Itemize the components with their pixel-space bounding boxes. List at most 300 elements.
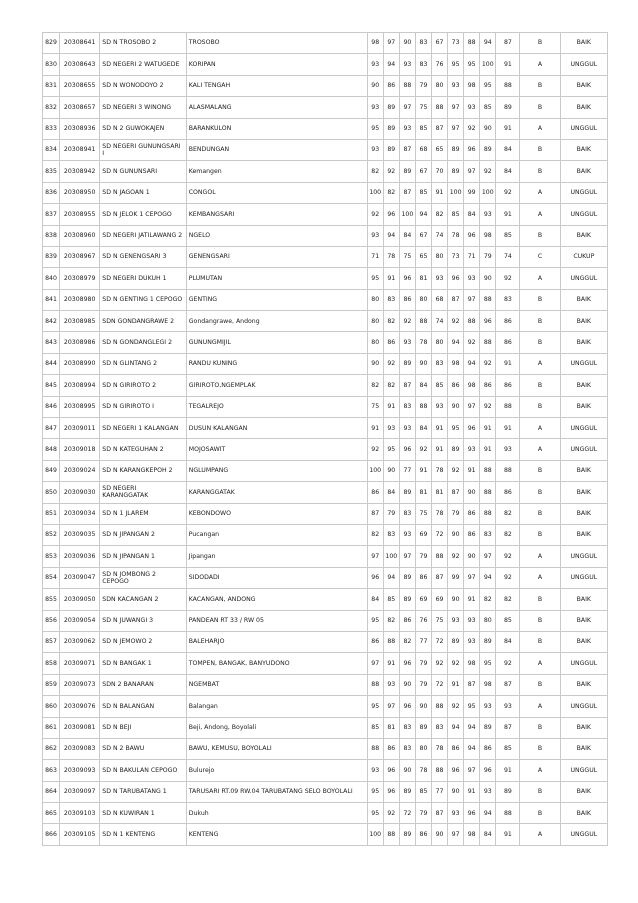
school-name-cell: SD N BAKULAN CEPOGO (100, 760, 186, 781)
score-cell: 65 (432, 139, 448, 160)
npsn-cell: 20308994 (60, 375, 100, 396)
row-number: 837 (43, 204, 60, 225)
average-cell: 88 (496, 803, 520, 824)
grade-cell: B (520, 631, 560, 652)
score-cell: 93 (367, 54, 383, 75)
score-cell: 94 (480, 33, 496, 54)
score-cell: 92 (464, 118, 480, 139)
score-cell: 94 (464, 353, 480, 374)
score-cell: 82 (399, 631, 415, 652)
score-cell: 88 (464, 33, 480, 54)
score-cell: 87 (399, 139, 415, 160)
score-cell: 77 (432, 781, 448, 802)
address-cell: CONGOL (186, 182, 367, 203)
school-name-cell: SD N TARUBATANG 1 (100, 781, 186, 802)
score-cell: 89 (448, 139, 464, 160)
row-number: 844 (43, 353, 60, 374)
score-cell: 98 (367, 33, 383, 54)
score-cell: 71 (367, 246, 383, 267)
score-cell: 100 (480, 54, 496, 75)
grade-cell: B (520, 97, 560, 118)
status-cell: UNGGUL (560, 760, 607, 781)
score-cell: 86 (383, 738, 399, 759)
school-name-cell: SD NEGERI JATILAWANG 2 (100, 225, 186, 246)
status-cell: UNGGUL (560, 204, 607, 225)
score-cell: 80 (432, 332, 448, 353)
score-cell: 89 (415, 717, 431, 738)
score-cell: 100 (399, 204, 415, 225)
score-cell: 67 (432, 33, 448, 54)
address-cell: TROSOBO (186, 33, 367, 54)
row-number: 849 (43, 460, 60, 481)
score-cell: 84 (415, 375, 431, 396)
grade-cell: B (520, 289, 560, 310)
table-row (43, 760, 608, 781)
score-cell: 85 (415, 118, 431, 139)
score-cell: 91 (383, 268, 399, 289)
score-cell: 92 (448, 460, 464, 481)
score-cell: 85 (383, 589, 399, 610)
score-cell: 94 (480, 567, 496, 588)
score-cell: 89 (480, 717, 496, 738)
grade-cell: B (520, 589, 560, 610)
score-cell: 96 (367, 567, 383, 588)
table-row (43, 824, 608, 845)
grade-cell: B (520, 311, 560, 332)
score-cell: 88 (480, 289, 496, 310)
score-cell: 65 (415, 246, 431, 267)
status-cell: BAIK (560, 524, 607, 545)
score-cell: 92 (480, 353, 496, 374)
score-cell: 96 (464, 803, 480, 824)
school-name-cell: SD N JELOK 1 CEPOGO (100, 204, 186, 225)
score-cell: 79 (448, 503, 464, 524)
score-cell: 83 (383, 524, 399, 545)
score-cell: 82 (480, 589, 496, 610)
score-cell: 95 (464, 696, 480, 717)
score-cell: 91 (432, 182, 448, 203)
grade-cell: B (520, 738, 560, 759)
average-cell: 74 (496, 246, 520, 267)
score-cell: 86 (464, 503, 480, 524)
score-cell: 93 (448, 610, 464, 631)
grade-cell: A (520, 546, 560, 567)
score-cell: 97 (367, 546, 383, 567)
score-cell: 79 (415, 803, 431, 824)
status-cell: BAIK (560, 97, 607, 118)
row-number: 845 (43, 375, 60, 396)
score-cell: 93 (399, 332, 415, 353)
table-body (43, 33, 608, 846)
score-cell: 83 (432, 717, 448, 738)
school-name-cell: SD N GUNUNSARI (100, 161, 186, 182)
score-cell: 80 (367, 332, 383, 353)
score-cell: 88 (367, 738, 383, 759)
status-cell: UNGGUL (560, 353, 607, 374)
school-name-cell: SD N GENENGSARI 3 (100, 246, 186, 267)
row-number: 864 (43, 781, 60, 802)
address-cell: Dukuh (186, 803, 367, 824)
score-cell: 78 (432, 460, 448, 481)
score-cell: 90 (383, 460, 399, 481)
score-cell: 92 (448, 696, 464, 717)
score-cell: 87 (432, 567, 448, 588)
score-cell: 93 (464, 439, 480, 460)
table-row (43, 97, 608, 118)
row-number: 851 (43, 503, 60, 524)
grade-cell: B (520, 781, 560, 802)
school-name-cell: SD N JUWANGI 3 (100, 610, 186, 631)
score-cell: 92 (448, 311, 464, 332)
score-cell: 96 (464, 139, 480, 160)
score-cell: 84 (415, 418, 431, 439)
row-number: 850 (43, 482, 60, 503)
npsn-cell: 20309062 (60, 631, 100, 652)
row-number: 832 (43, 97, 60, 118)
address-cell: NGLUMPANG (186, 460, 367, 481)
status-cell: BAIK (560, 610, 607, 631)
score-cell: 67 (415, 225, 431, 246)
score-cell: 84 (464, 204, 480, 225)
row-number: 836 (43, 182, 60, 203)
address-cell: PANDEAN RT 33 / RW 05 (186, 610, 367, 631)
score-cell: 98 (464, 375, 480, 396)
npsn-cell: 20309083 (60, 738, 100, 759)
score-cell: 91 (383, 653, 399, 674)
score-cell: 75 (432, 610, 448, 631)
table-row (43, 738, 608, 759)
score-cell: 100 (383, 546, 399, 567)
npsn-cell: 20308995 (60, 396, 100, 417)
score-cell: 88 (415, 396, 431, 417)
score-cell: 74 (432, 311, 448, 332)
score-cell: 83 (415, 33, 431, 54)
row-number: 853 (43, 546, 60, 567)
score-cell: 88 (383, 824, 399, 845)
score-cell: 92 (383, 353, 399, 374)
score-cell: 90 (399, 674, 415, 695)
grade-cell: B (520, 460, 560, 481)
score-cell: 89 (383, 97, 399, 118)
score-cell: 100 (367, 460, 383, 481)
status-cell: UNGGUL (560, 268, 607, 289)
table-row (43, 375, 608, 396)
score-cell: 75 (399, 246, 415, 267)
table-row (43, 353, 608, 374)
row-number: 861 (43, 717, 60, 738)
average-cell: 82 (496, 524, 520, 545)
table-row (43, 482, 608, 503)
npsn-cell: 20308985 (60, 311, 100, 332)
npsn-cell: 20308641 (60, 33, 100, 54)
school-name-cell: SD N GIRIROTO 2 (100, 375, 186, 396)
score-cell: 89 (448, 161, 464, 182)
table-row (43, 204, 608, 225)
score-cell: 82 (367, 524, 383, 545)
row-number: 862 (43, 738, 60, 759)
average-cell: 93 (496, 696, 520, 717)
score-cell: 92 (367, 439, 383, 460)
score-cell: 98 (480, 674, 496, 695)
address-cell: Pucangan (186, 524, 367, 545)
grade-cell: B (520, 610, 560, 631)
score-cell: 93 (448, 803, 464, 824)
npsn-cell: 20309018 (60, 439, 100, 460)
score-cell: 86 (367, 482, 383, 503)
score-cell: 88 (480, 460, 496, 481)
score-cell: 98 (464, 75, 480, 96)
npsn-cell: 20308657 (60, 97, 100, 118)
score-cell: 79 (480, 246, 496, 267)
score-cell: 78 (415, 760, 431, 781)
address-cell: GENTING (186, 289, 367, 310)
score-cell: 77 (415, 631, 431, 652)
npsn-cell: 20309024 (60, 460, 100, 481)
score-cell: 99 (448, 567, 464, 588)
address-cell: BAWU, KEMUSU, BOYOLALI (186, 738, 367, 759)
npsn-cell: 20309081 (60, 717, 100, 738)
table-row (43, 589, 608, 610)
score-cell: 93 (399, 118, 415, 139)
npsn-cell: 20309036 (60, 546, 100, 567)
school-name-cell: SD N JAGOAN 1 (100, 182, 186, 203)
score-cell: 96 (448, 760, 464, 781)
status-cell: BAIK (560, 33, 607, 54)
score-cell: 95 (480, 75, 496, 96)
table-row (43, 696, 608, 717)
school-name-cell: SD N WONODOYO 2 (100, 75, 186, 96)
average-cell: 92 (496, 268, 520, 289)
score-cell: 93 (367, 225, 383, 246)
score-cell: 87 (432, 803, 448, 824)
score-cell: 75 (415, 503, 431, 524)
grade-cell: C (520, 246, 560, 267)
npsn-cell: 20308990 (60, 353, 100, 374)
score-cell: 80 (415, 738, 431, 759)
npsn-cell: 20308980 (60, 289, 100, 310)
score-cell: 81 (432, 482, 448, 503)
npsn-cell: 20308643 (60, 54, 100, 75)
score-cell: 97 (383, 33, 399, 54)
score-cell: 91 (415, 460, 431, 481)
status-cell: BAIK (560, 503, 607, 524)
school-name-cell: SD N JOMBONG 2 CEPOGO (100, 567, 186, 588)
average-cell: 84 (496, 631, 520, 652)
score-cell: 86 (415, 824, 431, 845)
grade-cell: B (520, 503, 560, 524)
address-cell: Beji, Andong, Boyolali (186, 717, 367, 738)
average-cell: 83 (496, 289, 520, 310)
score-cell: 86 (480, 375, 496, 396)
score-cell: 82 (432, 204, 448, 225)
score-cell: 90 (448, 396, 464, 417)
npsn-cell: 20309073 (60, 674, 100, 695)
address-cell: KORIPAN (186, 54, 367, 75)
row-number: 854 (43, 567, 60, 588)
score-cell: 90 (464, 546, 480, 567)
table-row (43, 54, 608, 75)
table-row (43, 75, 608, 96)
score-cell: 88 (432, 696, 448, 717)
address-cell: DUSUN KALANGAN (186, 418, 367, 439)
average-cell: 87 (496, 717, 520, 738)
address-cell: KALI TENGAH (186, 75, 367, 96)
score-cell: 94 (480, 803, 496, 824)
score-cell: 92 (448, 653, 464, 674)
grade-cell: B (520, 717, 560, 738)
score-cell: 95 (367, 268, 383, 289)
average-cell: 89 (496, 97, 520, 118)
score-cell: 90 (415, 696, 431, 717)
address-cell: Bulurejo (186, 760, 367, 781)
score-cell: 92 (464, 332, 480, 353)
score-cell: 84 (399, 225, 415, 246)
score-cell: 83 (399, 396, 415, 417)
npsn-cell: 20309050 (60, 589, 100, 610)
grade-cell: A (520, 439, 560, 460)
school-name-cell: SD NEGERI 2 WATUGEDE (100, 54, 186, 75)
score-cell: 98 (480, 225, 496, 246)
school-name-cell: SDN GONDANGRAWE 2 (100, 311, 186, 332)
score-cell: 86 (399, 289, 415, 310)
table-row (43, 161, 608, 182)
score-cell: 71 (464, 246, 480, 267)
row-number: 859 (43, 674, 60, 695)
score-cell: 97 (480, 546, 496, 567)
score-cell: 84 (480, 824, 496, 845)
table-row (43, 781, 608, 802)
score-cell: 98 (464, 824, 480, 845)
table-row (43, 546, 608, 567)
table-row (43, 503, 608, 524)
grade-cell: B (520, 139, 560, 160)
table-row (43, 33, 608, 54)
grade-cell: A (520, 353, 560, 374)
average-cell: 88 (496, 75, 520, 96)
score-cell: 81 (415, 482, 431, 503)
address-cell: TEGALREJO (186, 396, 367, 417)
row-number: 846 (43, 396, 60, 417)
address-cell: GIRIROTO,NGEMPLAK (186, 375, 367, 396)
score-cell: 93 (464, 268, 480, 289)
average-cell: 91 (496, 54, 520, 75)
average-cell: 91 (496, 204, 520, 225)
grade-cell: B (520, 674, 560, 695)
score-cell: 96 (383, 781, 399, 802)
table-row (43, 182, 608, 203)
row-number: 838 (43, 225, 60, 246)
address-cell: SIDODADI (186, 567, 367, 588)
score-cell: 78 (432, 738, 448, 759)
grade-cell: B (520, 225, 560, 246)
score-cell: 90 (399, 33, 415, 54)
grade-cell: A (520, 824, 560, 845)
average-cell: 91 (496, 118, 520, 139)
average-cell: 92 (496, 653, 520, 674)
score-cell: 97 (464, 161, 480, 182)
score-cell: 92 (480, 161, 496, 182)
table-row (43, 439, 608, 460)
score-cell: 88 (399, 75, 415, 96)
grade-cell: B (520, 396, 560, 417)
score-cell: 93 (367, 97, 383, 118)
address-cell: Jipangan (186, 546, 367, 567)
npsn-cell: 20309105 (60, 824, 100, 845)
score-cell: 94 (383, 567, 399, 588)
grade-cell: B (520, 524, 560, 545)
score-cell: 82 (367, 161, 383, 182)
score-cell: 69 (432, 589, 448, 610)
score-cell: 93 (367, 760, 383, 781)
score-cell: 80 (432, 75, 448, 96)
grade-cell: B (520, 803, 560, 824)
school-name-cell: SD N 2 BAWU (100, 738, 186, 759)
score-cell: 93 (480, 204, 496, 225)
row-number: 855 (43, 589, 60, 610)
score-cell: 94 (464, 738, 480, 759)
score-cell: 97 (448, 824, 464, 845)
score-cell: 82 (383, 375, 399, 396)
npsn-cell: 20308950 (60, 182, 100, 203)
score-cell: 97 (448, 97, 464, 118)
score-cell: 81 (383, 717, 399, 738)
school-name-cell: SD N 1 KENTENG (100, 824, 186, 845)
score-cell: 89 (399, 589, 415, 610)
score-cell: 93 (448, 75, 464, 96)
score-cell: 68 (415, 139, 431, 160)
school-name-cell: SD NEGERI DUKUH 1 (100, 268, 186, 289)
npsn-cell: 20308986 (60, 332, 100, 353)
grade-cell: A (520, 182, 560, 203)
grade-cell: A (520, 268, 560, 289)
score-cell: 85 (415, 182, 431, 203)
status-cell: BAIK (560, 803, 607, 824)
row-number: 847 (43, 418, 60, 439)
score-cell: 86 (399, 610, 415, 631)
score-cell: 96 (383, 760, 399, 781)
average-cell: 92 (496, 567, 520, 588)
row-number: 829 (43, 33, 60, 54)
score-cell: 91 (480, 418, 496, 439)
score-cell: 92 (432, 653, 448, 674)
score-cell: 86 (448, 738, 464, 759)
score-cell: 88 (480, 332, 496, 353)
score-cell: 87 (367, 503, 383, 524)
score-cell: 72 (432, 674, 448, 695)
score-cell: 78 (432, 503, 448, 524)
status-cell: UNGGUL (560, 546, 607, 567)
score-cell: 89 (399, 353, 415, 374)
status-cell: BAIK (560, 738, 607, 759)
address-cell: KARANGGATAK (186, 482, 367, 503)
address-cell: TARUSARI RT.09 RW.04 TARUBATANG SELO BOYOLALI (186, 781, 367, 802)
school-name-cell: SD N TROSOBO 2 (100, 33, 186, 54)
table-row (43, 289, 608, 310)
row-number: 833 (43, 118, 60, 139)
average-cell: 86 (496, 332, 520, 353)
average-cell: 88 (496, 460, 520, 481)
grade-cell: A (520, 760, 560, 781)
average-cell: 92 (496, 182, 520, 203)
row-number: 852 (43, 524, 60, 545)
npsn-cell: 20308655 (60, 75, 100, 96)
score-cell: 84 (367, 589, 383, 610)
score-cell: 79 (415, 674, 431, 695)
grade-cell: A (520, 653, 560, 674)
grade-cell: A (520, 118, 560, 139)
school-name-cell: SDN 2 BANARAN (100, 674, 186, 695)
status-cell: BAIK (560, 332, 607, 353)
